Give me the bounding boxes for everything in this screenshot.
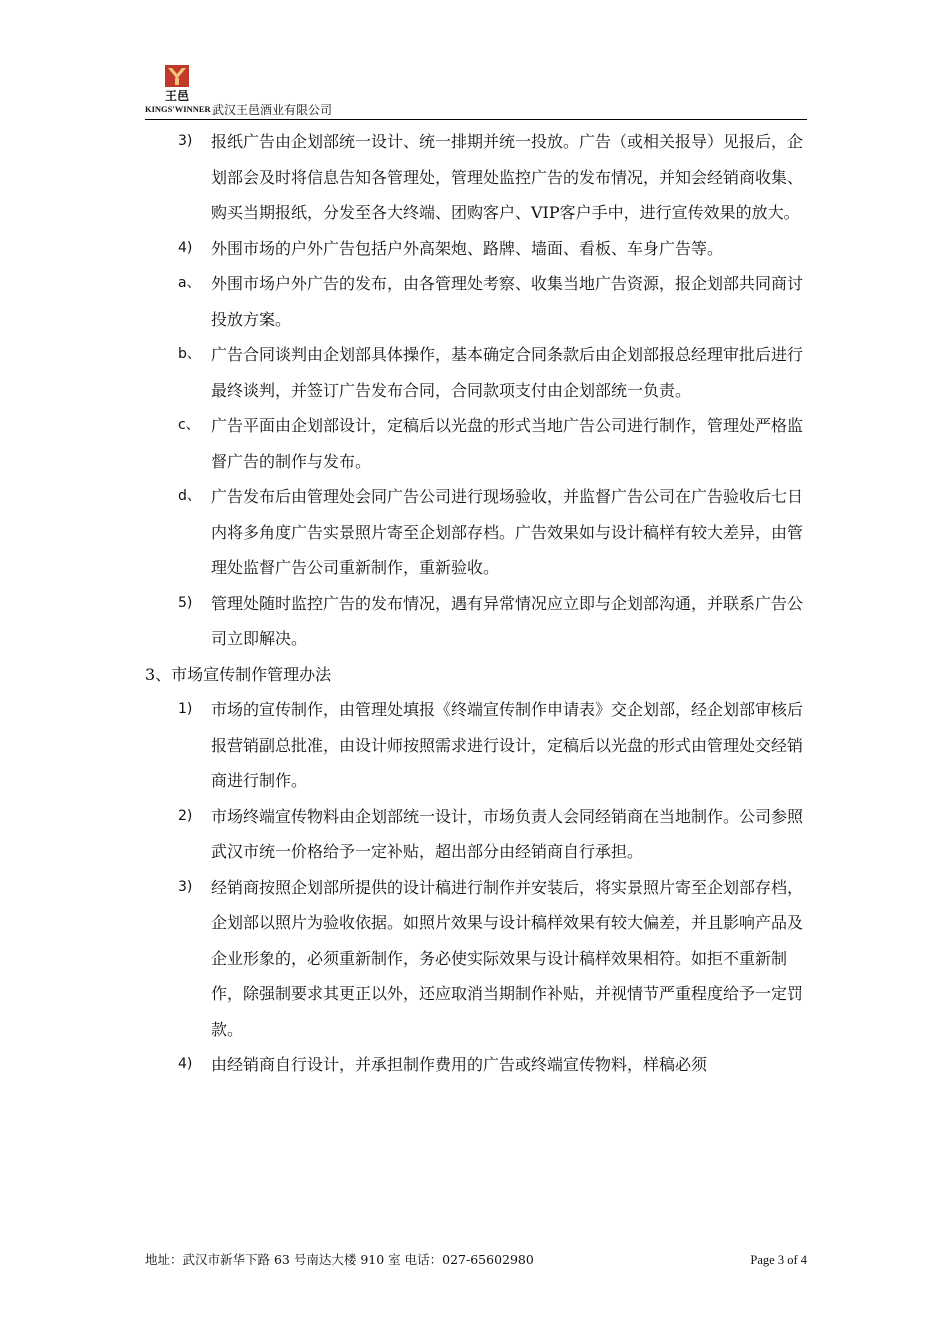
list-item [145,1047,813,1083]
list-item [145,231,813,267]
paragraph-text: 市场终端宣传物料由企划部统一设计，市场负责人会同经销商在当地制作。公司参照武汉市统一价格给予一定补贴，超出部分由经销商自行承担。 [211,806,804,861]
section-heading: 3、市场宣传制作管理办法 [145,664,332,684]
page-number: Page 3 of 4 [750,1253,807,1267]
list-marker: 4) [178,239,193,256]
list-item [145,586,813,657]
paragraph-text: 报纸广告由企划部统一设计、统一排期并统一投放。广告（或相关报导）见报后，企划部会及时将信息告知各管理处，管理处监控广告的发布情况，并知会经销商收集、购买当期报纸，分发至各大终端、团购客户、VIP客户手中，进行宣传效果的放大。 [211,132,804,222]
paragraph-text: 经销商按照企划部所提供的设计稿进行制作并安装后，将实景照片寄至企划部存档，企划部以照片为验收依据。如照片效果与设计稿样效果有较大偏差，并且影响产品及企业形象的，必须重新制作，务必使实际效果与设计稿样效果相符。如拒不重新制作，除强制要求其更正以外，还应取消当期制作补贴，并视情节严重程度给予一定罚款。 [211,877,804,1039]
list-item [145,870,813,1048]
logo-emblem-icon [164,64,190,88]
paragraph-text: 广告发布后由管理处会同广告公司进行现场验收，并监督广告公司在广告验收后七日内将多角度广告实景照片寄至企划部存档。广告效果如与设计稿样有较大差异，由管理处监督广告公司重新制作，重新验收。 [211,487,804,577]
list-item [145,799,813,870]
list-marker: 4) [178,1056,193,1072]
list-item [145,124,813,231]
logo-chinese-text: 王邑 [164,89,189,103]
company-logo [145,64,211,116]
list-item [145,337,813,408]
list-marker: a、 [178,275,201,291]
footer-address: 地址：武汉市新华下路 63 号南达大楼 910 室 电话：027-65602980 [145,1252,534,1267]
list-item [145,692,813,799]
list-marker: 5) [178,594,193,611]
list-item [145,479,813,586]
company-name: 武汉王邑酒业有限公司 [212,103,333,117]
logo-english-text: KINGS'WINNER [145,104,211,114]
list-marker: 1) [178,701,193,717]
list-marker: 3) [178,878,193,895]
paragraph-text: 管理处随时监控广告的发布情况，遇有异常情况应立即与企划部沟通，并联系广告公司立即解决。 [211,593,804,648]
page-header [145,64,807,122]
list-marker: d、 [178,488,201,504]
document-body [145,124,813,1083]
paragraph-text: 广告平面由企划部设计，定稿后以光盘的形式当地广告公司进行制作，管理处严格监督广告的制作与发布。 [211,416,804,471]
paragraph-text: 广告合同谈判由企划部具体操作，基本确定合同条款后由企划部报总经理审批后进行最终谈判，并签订广告发布合同，合同款项支付由企划部统一负责。 [211,345,804,400]
paragraph-text: 由经销商自行设计，并承担制作费用的广告或终端宣传物料，样稿必须 [211,1055,708,1074]
header-divider [145,119,807,120]
paragraph-text: 市场的宣传制作，由管理处填报《终端宣传制作申请表》交企划部，经企划部审核后报营销副总批准，由设计师按照需求进行设计，定稿后以光盘的形式由管理处交经销商进行制作。 [211,700,804,790]
list-marker: b、 [178,346,201,362]
list-marker: 2) [178,807,193,824]
paragraph-text: 外围市场户外广告的发布，由各管理处考察、收集当地广告资源，报企划部共同商讨投放方案。 [211,274,804,329]
list-marker: 3) [178,133,193,149]
paragraph-text: 外围市场的户外广告包括户外高架炮、路牌、墙面、看板、车身广告等。 [211,238,724,258]
list-item [145,266,813,337]
list-marker: c、 [178,417,200,433]
list-item [145,408,813,479]
